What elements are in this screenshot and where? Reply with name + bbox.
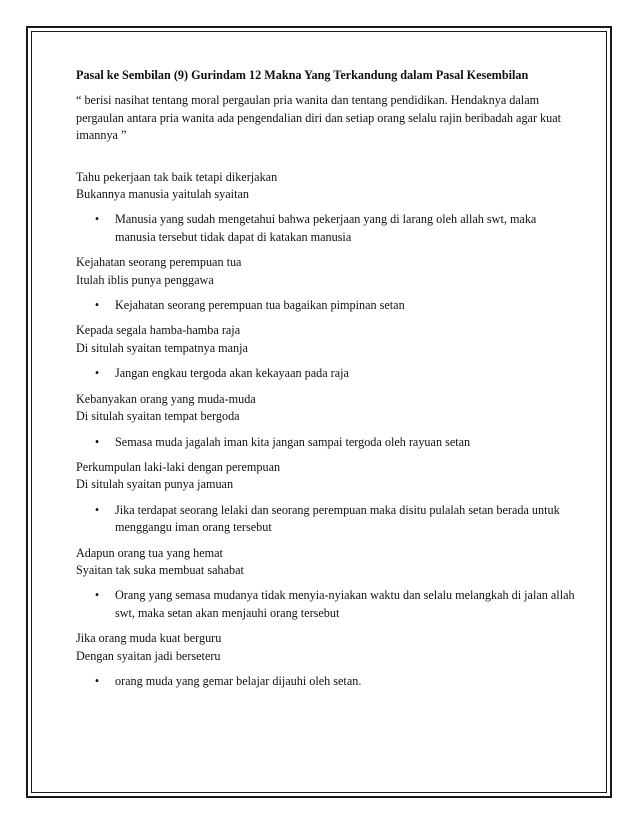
stanza-lines <box>76 630 576 665</box>
bullet-list <box>76 211 576 246</box>
stanza-line: Syaitan tak suka membuat sahabat <box>76 562 244 577</box>
stanza-line: Di situlah syaitan tempatnya manja <box>76 340 248 355</box>
bullet-text: Orang yang semasa mudanya tidak menyia-nyiakan waktu dan selalu melangkah di jalan allah swt, maka setan akan menjauhi orang tersebut <box>115 588 575 620</box>
stanza <box>76 391 576 451</box>
stanza-lines <box>76 254 576 289</box>
bullet-text: Manusia yang sudah mengetahui bahwa pekerjaan yang di larang oleh allah swt, maka manusia tersebut tidak dapat di katakan manusia <box>115 212 537 244</box>
bullet-icon: • <box>94 502 100 517</box>
stanza-line: Dengan syaitan jadi berseteru <box>76 648 221 663</box>
bullet-icon: • <box>94 588 100 603</box>
list-item <box>76 297 576 314</box>
bullet-text: Kejahatan seorang perempuan tua bagaikan pimpinan setan <box>115 298 405 313</box>
stanza-line: Jika orang muda kuat berguru <box>76 631 222 646</box>
bullet-text: Jangan engkau tergoda akan kekayaan pada raja <box>115 366 349 381</box>
stanza-line: Kepada segala hamba-hamba raja <box>76 323 241 338</box>
stanza-line: Kejahatan seorang perempuan tua <box>76 255 242 270</box>
stanza-lines <box>76 391 576 426</box>
stanza-line: Tahu pekerjaan tak baik tetapi dikerjakan <box>76 169 278 184</box>
stanza <box>76 630 576 690</box>
list-item <box>76 673 576 690</box>
bullet-list <box>76 297 576 314</box>
stanza-line: Di situlah syaitan punya jamuan <box>76 477 234 492</box>
list-item <box>76 365 576 382</box>
stanza-line: Adapun orang tua yang hemat <box>76 545 223 560</box>
bullet-text: orang muda yang gemar belajar dijauhi oleh setan. <box>115 673 362 688</box>
stanza-lines <box>76 545 576 580</box>
intro-paragraph: “ berisi nasihat tentang moral pergaulan pria wanita dan tentang pendidikan. Hendaknya dalam pergaulan antara pria wanita ada pengendalian diri dan setiap orang selalu rajin beribadah agar kuat imannya ” <box>76 93 562 143</box>
stanza <box>76 254 576 314</box>
stanza-line: Perkumpulan laki-laki dengan perempuan <box>76 459 281 474</box>
bullet-icon: • <box>94 298 100 313</box>
bullet-text: Jika terdapat seorang lelaki dan seorang perempuan maka disitu pulalah setan berada untuk menggangu iman orang tersebut <box>115 502 560 535</box>
stanza-line: Kebanyakan orang yang muda-muda <box>76 391 256 406</box>
bullet-icon: • <box>94 434 100 449</box>
bullet-icon: • <box>94 673 100 688</box>
document-content <box>76 67 576 698</box>
document-title: Pasal ke Sembilan (9) Gurindam 12 Makna Yang Terkandung dalam Pasal Kesembilan <box>76 68 529 82</box>
stanza-lines <box>76 322 576 357</box>
bullet-list <box>76 365 576 382</box>
stanza-lines <box>76 169 576 204</box>
stanza-line: Di situlah syaitan tempat bergoda <box>76 409 240 424</box>
bullet-list <box>76 673 576 690</box>
stanza-line: Bukannya manusia yaitulah syaitan <box>76 187 249 202</box>
stanza <box>76 169 576 247</box>
stanza <box>76 322 576 382</box>
stanza-line: Itulah iblis punya penggawa <box>76 272 214 287</box>
stanza-lines <box>76 459 576 494</box>
list-item <box>76 502 576 537</box>
bullet-icon: • <box>94 212 100 227</box>
stanza <box>76 545 576 623</box>
list-item <box>76 434 576 451</box>
bullet-text: Semasa muda jagalah iman kita jangan sampai tergoda oleh rayuan setan <box>115 434 471 449</box>
bullet-list <box>76 502 576 537</box>
list-item <box>76 211 576 246</box>
stanza <box>76 459 576 537</box>
bullet-icon: • <box>94 366 100 381</box>
bullet-list <box>76 587 576 622</box>
bullet-list <box>76 434 576 451</box>
list-item <box>76 587 576 622</box>
